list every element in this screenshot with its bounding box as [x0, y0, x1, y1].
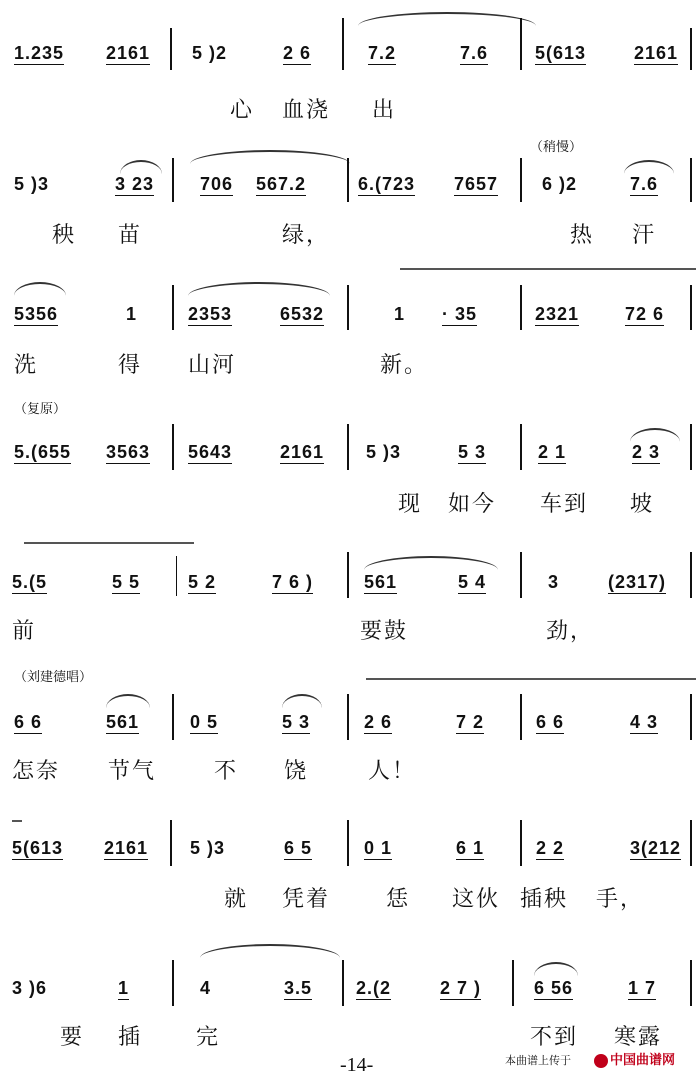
note-group: 2 7 ) [440, 978, 482, 998]
lyric: 坡 [630, 492, 655, 517]
note-group: (2317) [608, 572, 667, 592]
note-group: 5 3 [458, 442, 487, 462]
upload-note: 本曲谱上传于 [505, 1054, 571, 1067]
lyric: 得 [118, 353, 143, 378]
note-group: 5 )3 [366, 442, 402, 462]
bar-line [172, 960, 174, 1006]
note-group: 6 1 [456, 838, 485, 858]
lyric: 山河 [188, 353, 237, 378]
note-group: 5 )3 [190, 838, 226, 858]
lyric: 饶 [284, 759, 309, 784]
note-group: 7657 [454, 174, 499, 194]
bar-line [520, 552, 522, 598]
note-group: 3 [548, 572, 560, 592]
lyric: 就 [224, 887, 249, 912]
note-group: 561 [364, 572, 398, 592]
lyric: 要鼓 [360, 619, 409, 644]
lyric: 劲， [546, 619, 595, 644]
site-logo-text: 中国曲谱网 [610, 1053, 676, 1068]
note-group: 0 5 [190, 712, 219, 732]
note-group: 1 [394, 304, 406, 324]
bar-line [347, 694, 349, 740]
lyric: 手， [596, 887, 645, 912]
note-group: 7.6 [630, 174, 659, 194]
bar-line [520, 694, 522, 740]
lyric: 插秧 [520, 887, 569, 912]
note-group: 5(613 [535, 43, 587, 63]
slur-mark [534, 962, 578, 976]
note-group: 1.235 [14, 43, 65, 63]
lyric: 秧 [52, 223, 77, 248]
bar-line [170, 28, 172, 70]
bar-line [347, 820, 349, 866]
bar-line [512, 960, 514, 1006]
note-group: 3563 [106, 442, 151, 462]
note-group: 2353 [188, 304, 233, 324]
note-group: 2 6 [364, 712, 393, 732]
note-group: 2321 [535, 304, 580, 324]
bar-line [347, 285, 349, 330]
note-group: 5 2 [188, 572, 217, 592]
lyric: 血浇 [282, 98, 331, 123]
bar-line [690, 158, 692, 202]
note-group: 5.(5 [12, 572, 48, 592]
note-group: 7 6 ) [272, 572, 314, 592]
bar-line [690, 285, 692, 330]
slur-mark [358, 12, 536, 26]
note-group: 6 6 [536, 712, 565, 732]
note-group: 1 [126, 304, 138, 324]
lyric: 恁 [386, 887, 411, 912]
lyric: 寒露 [614, 1025, 663, 1050]
lyric: 凭着 [282, 887, 331, 912]
lyric: 热 [570, 223, 595, 248]
note-group: 2161 [106, 43, 151, 63]
note-group: 2 6 [283, 43, 312, 63]
note-group: 5.(655 [14, 442, 72, 462]
site-logo-icon [594, 1054, 608, 1068]
note-group: 0 1 [364, 838, 393, 858]
bar-line [342, 18, 344, 70]
site-logo [594, 1049, 675, 1068]
note-group: 2 2 [536, 838, 565, 858]
bar-line [172, 158, 174, 202]
note-group: 5 4 [458, 572, 487, 592]
lyric: 怎奈 [12, 759, 61, 784]
slur-mark [630, 428, 680, 442]
note-group: 2 3 [632, 442, 661, 462]
extension-line [12, 820, 22, 822]
note-group: 2 1 [538, 442, 567, 462]
slur-mark [120, 160, 162, 174]
note-group: 6 )2 [542, 174, 578, 194]
note-group: 1 7 [628, 978, 657, 998]
lyric: 不到 [530, 1025, 579, 1050]
slur-mark [624, 160, 674, 174]
slur-mark [200, 944, 340, 958]
bar-line [520, 820, 522, 866]
lyric: 完 [196, 1025, 221, 1050]
lyric: 心 [230, 98, 255, 123]
bar-line [690, 820, 692, 866]
note-group: 3 )6 [12, 978, 48, 998]
extension-line [24, 542, 194, 544]
note-group: 2161 [280, 442, 325, 462]
lyric: 人！ [368, 759, 417, 784]
bar-line [172, 694, 174, 740]
bar-line [342, 960, 344, 1006]
bar-line [347, 552, 349, 598]
page-number: -14- [340, 1054, 374, 1076]
note-group: 6.(723 [358, 174, 416, 194]
bar-line [172, 285, 174, 330]
bar-line [347, 158, 349, 202]
note-group: 7 2 [456, 712, 485, 732]
bar-line [520, 158, 522, 202]
note-group: 6 6 [14, 712, 43, 732]
note-group: 6532 [280, 304, 325, 324]
note-group: 5 5 [112, 572, 141, 592]
lyric: 前 [12, 619, 37, 644]
lyric: 车到 [540, 492, 589, 517]
note-group: 5643 [188, 442, 233, 462]
bar-line [690, 552, 692, 598]
note-group: 706 [200, 174, 234, 194]
note-group: 5(613 [12, 838, 64, 858]
lyric: 节气 [108, 759, 157, 784]
lyric: 洗 [14, 353, 39, 378]
note-group: 5356 [14, 304, 59, 324]
note-group: 4 3 [630, 712, 659, 732]
slur-mark [190, 150, 350, 164]
slur-mark [282, 694, 322, 708]
lyric: 如今 [448, 492, 497, 517]
bar-line [690, 28, 692, 70]
note-group: 5 3 [282, 712, 311, 732]
slur-mark [188, 282, 330, 296]
note-group: 6 5 [284, 838, 313, 858]
note-group: 3 23 [115, 174, 155, 194]
note-group: 561 [106, 712, 140, 732]
note-group: 7.6 [460, 43, 489, 63]
singer-annotation: （刘建德唱） [14, 670, 93, 685]
note-group: 2161 [634, 43, 679, 63]
slur-mark [14, 282, 66, 296]
lyric: 新。 [380, 353, 429, 378]
bar-line [347, 424, 349, 470]
note-group: 6 56 [534, 978, 574, 998]
note-group: 3.5 [284, 978, 313, 998]
bar-line [176, 556, 177, 596]
bar-line [690, 960, 692, 1006]
lyric: 汗 [632, 223, 657, 248]
note-group: · 35 [442, 304, 478, 324]
lyric: 苗 [118, 223, 143, 248]
note-group: 72 6 [625, 304, 665, 324]
note-group: 7.2 [368, 43, 397, 63]
lyric: 出 [372, 98, 397, 123]
extension-line [366, 678, 696, 680]
extension-line [400, 268, 696, 270]
lyric: 绿， [282, 223, 331, 248]
bar-line [520, 18, 522, 70]
note-group: 5 )2 [192, 43, 228, 63]
bar-line [520, 424, 522, 470]
lyric: 这伙 [452, 887, 501, 912]
lyric: 插 [118, 1025, 143, 1050]
note-group: 3(212 [630, 838, 682, 858]
lyric: 不 [214, 759, 239, 784]
bar-line [170, 820, 172, 866]
slur-mark [364, 556, 498, 570]
bar-line [690, 424, 692, 470]
note-group: 567.2 [256, 174, 307, 194]
note-group: 4 [200, 978, 212, 998]
note-group: 2161 [104, 838, 149, 858]
tempo-annotation: （稍慢） [530, 140, 583, 155]
tempo-annotation: （复原） [14, 402, 67, 417]
lyric: 现 [398, 492, 423, 517]
lyric: 要 [60, 1025, 85, 1050]
bar-line [520, 285, 522, 330]
note-group: 5 )3 [14, 174, 50, 194]
note-group: 1 [118, 978, 130, 998]
slur-mark [106, 694, 150, 708]
note-group: 2.(2 [356, 978, 392, 998]
bar-line [690, 694, 692, 740]
bar-line [172, 424, 174, 470]
